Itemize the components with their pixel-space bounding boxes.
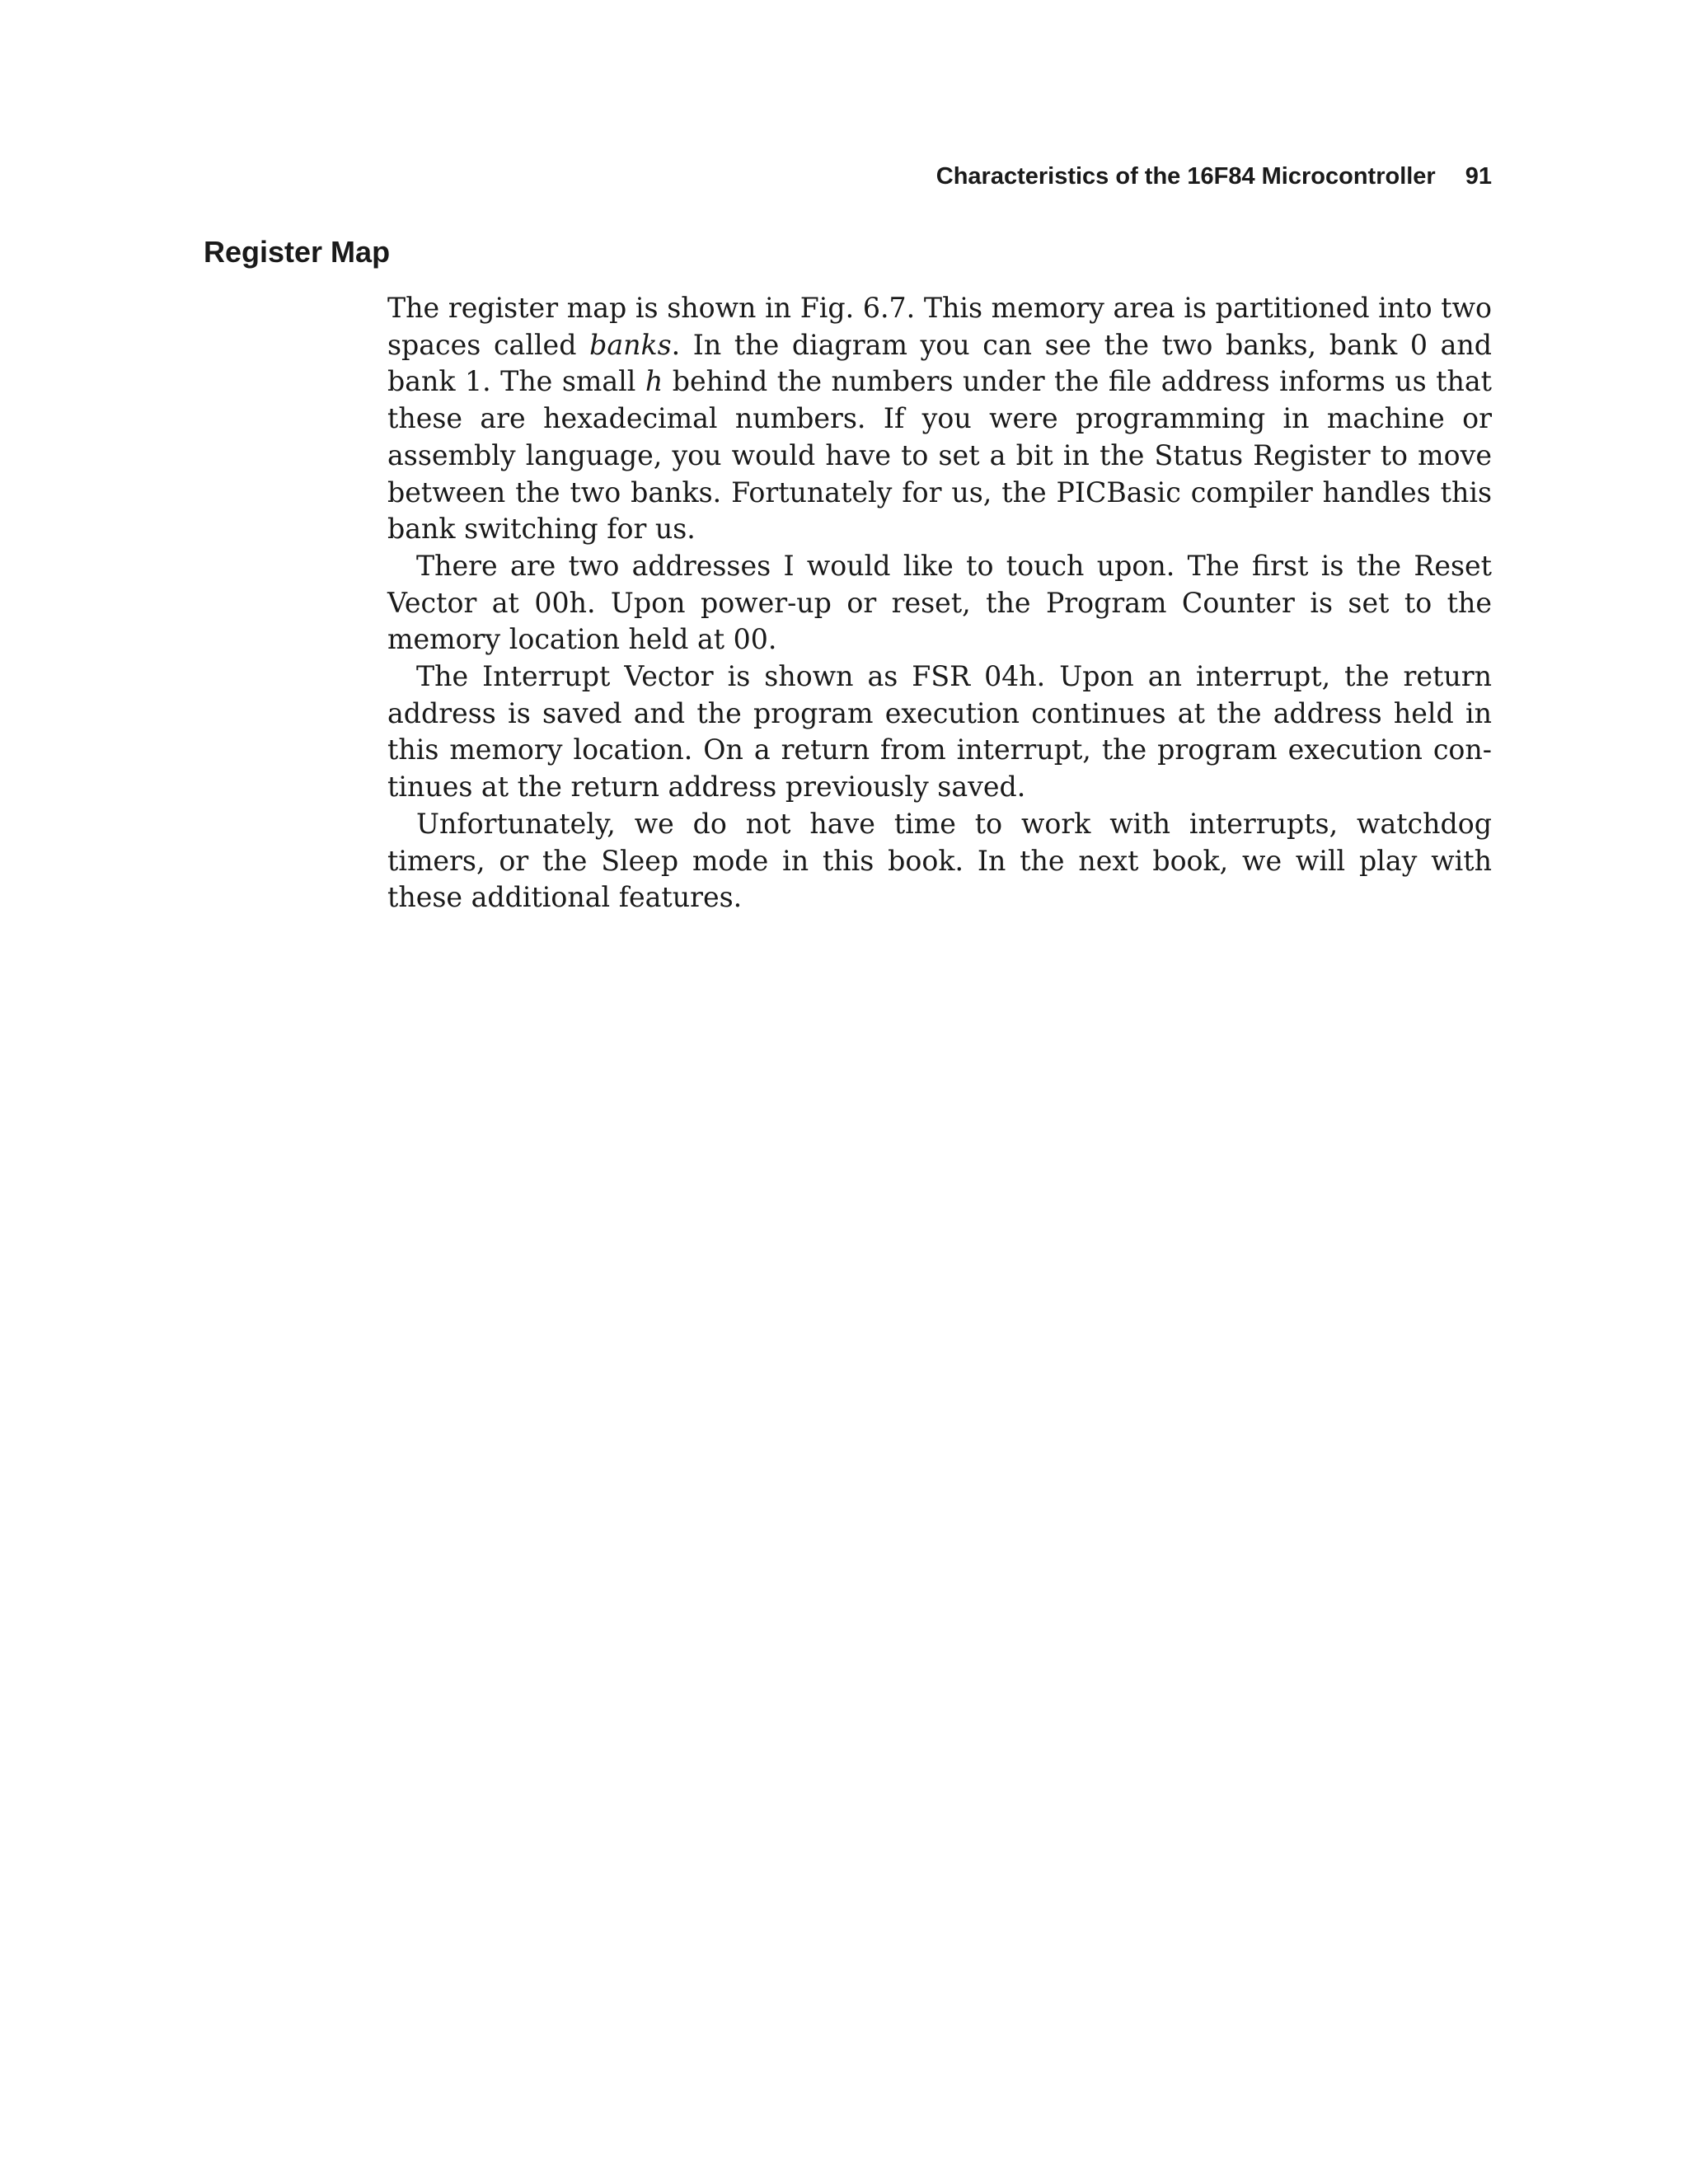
- paragraph-1: [387, 290, 1492, 548]
- body-text: [387, 290, 1492, 916]
- term-banks: banks: [589, 328, 672, 361]
- paragraph-1-part-e: behind the numbers under the file address informs us that these are hexadecimal numbers. If you were programming in machine or assembly language, you would have to set a bit in the Status Register to move between the two banks. Fortunately for us, the PICBasic compiler handles this bank switching for us.: [387, 365, 1492, 546]
- paragraph-4: Unfortunately, we do not have time to work with interrupts, watchdog timers, or the Sleep mode in this book. In the next book, we will play with these additional features.: [387, 807, 1492, 914]
- paragraph-3: The Interrupt Vector is shown as FSR 04h. Upon an interrupt, the return address is saved and the program execution continues at the address held in this memory location. On a return from interrupt, the program execution continues at the return address previously saved.: [387, 660, 1492, 804]
- paragraph-2: There are two addresses I would like to touch upon. The first is the Reset Vector at 00h. Upon power-up or reset, the Program Counter is set to the memory location held at 00.: [387, 549, 1492, 656]
- paragraph-1-part-a: The register map is shown in Fig. 6.7. This memory area is partitioned into two spaces called: [387, 292, 1492, 361]
- running-head-title: Characteristics of the 16F84 Microcontroller: [935, 163, 1436, 190]
- page-number: 91: [1465, 163, 1492, 190]
- running-head: [936, 162, 1492, 191]
- section-heading: Register Map: [204, 235, 391, 269]
- term-h: h: [645, 365, 663, 398]
- paragraph-1-part-c: . In the diagram you can see the two banks, bank 0 and bank 1. The small: [387, 328, 1492, 398]
